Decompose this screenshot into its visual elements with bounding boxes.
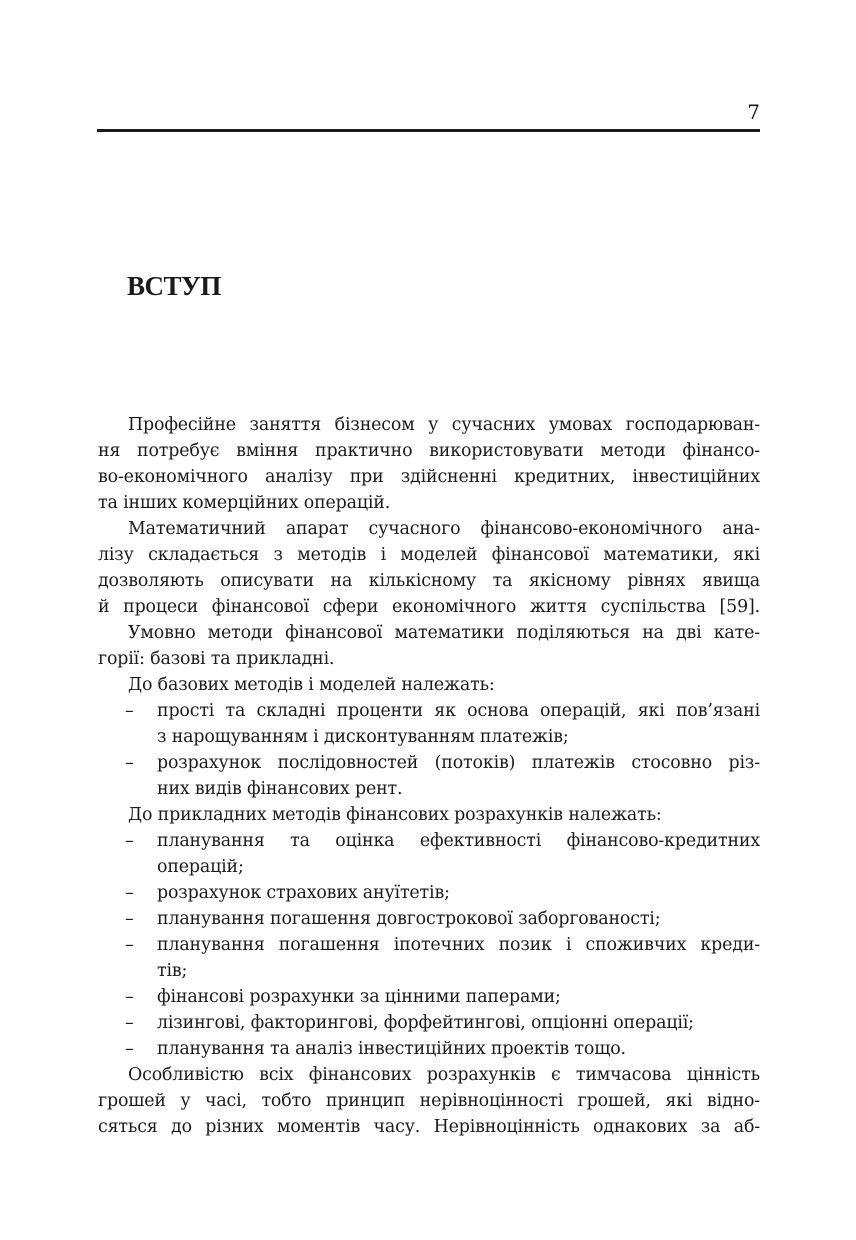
list-item (98, 698, 760, 724)
text-line: з нарощуванням і дисконтуванням платежів; (157, 727, 569, 747)
dash: – (125, 909, 134, 929)
dash: – (125, 701, 134, 721)
page-number: 7 (747, 100, 760, 124)
text-line: во-економічного аналізу при здійсненні кредитних, інвестиційних (98, 467, 760, 487)
text-line: До базових методів і моделей належать: (128, 675, 495, 695)
list-item-text: планування погашення іпотечних позик і споживчих креди- (157, 935, 760, 955)
text-line: них видів фінансових рент. (157, 779, 403, 799)
text-line: сяться до різних моментів часу. Нерівноцінність однакових за аб- (98, 1117, 760, 1137)
list-item (98, 880, 760, 906)
list-item (98, 828, 760, 854)
text-line: ня потребує вміння практично використовувати методи фінансо- (98, 441, 760, 461)
list-item (98, 1010, 760, 1036)
list-item-text: прості та складні проценти як основа операцій, які пов’язані (157, 701, 760, 721)
text-line: горії: базові та прикладні. (98, 649, 335, 669)
list-item (98, 1036, 760, 1062)
dash: – (125, 1013, 134, 1033)
text-line: Професійне заняття бізнесом у сучасних умовах господарюван- (128, 415, 760, 435)
section-heading: ВСТУП (127, 271, 221, 301)
list-item (98, 906, 760, 932)
text-line: грошей у часі, тобто принцип нерівноцінності грошей, які відно- (98, 1091, 760, 1111)
text-line: До прикладних методів фінансових розрахунків належать: (128, 805, 662, 825)
list-item-text: планування та оцінка ефективності фінансово-кредитних (157, 831, 760, 851)
list-item-text: планування погашення довгострокової заборгованості; (157, 909, 661, 929)
text-line: операцій; (157, 857, 244, 877)
list-item-text: фінансові розрахунки за цінними паперами; (157, 987, 561, 1007)
text-line: та інших комерційних операцій. (98, 493, 391, 513)
text-line: Особливістю всіх фінансових розрахунків є тимчасова цінність (128, 1065, 760, 1085)
text-line: й процеси фінансової сфери економічного життя суспільства [59]. (98, 597, 760, 617)
dash: – (125, 1039, 134, 1059)
header-rule (97, 129, 760, 132)
list-item (98, 984, 760, 1010)
list-item (98, 932, 760, 958)
list-item-text: планування та аналіз інвестиційних проектів тощо. (157, 1039, 626, 1059)
text-line: тів; (157, 961, 188, 981)
list-item-text: розрахунок послідовностей (потоків) платежів стосовно різ- (157, 753, 760, 773)
list-item-text: розрахунок страхових ануїтетів; (157, 883, 450, 903)
dash: – (125, 753, 134, 773)
list-item-text: лізингові, факторингові, форфейтингові, опціонні операції; (157, 1013, 694, 1033)
dash: – (125, 883, 134, 903)
text-line: Умовно методи фінансової математики поділяються на дві кате- (128, 623, 760, 643)
text-line: лізу складається з методів і моделей фінансової математики, які (98, 545, 760, 565)
text-line: дозволяють описувати на кількісному та якісному рівнях явища (98, 571, 760, 591)
dash: – (125, 935, 134, 955)
dash: – (125, 831, 134, 851)
list-item (98, 750, 760, 776)
body-text (98, 412, 760, 1140)
dash: – (125, 987, 134, 1007)
text-line: Математичний апарат сучасного фінансово-економічного ана- (128, 519, 760, 539)
